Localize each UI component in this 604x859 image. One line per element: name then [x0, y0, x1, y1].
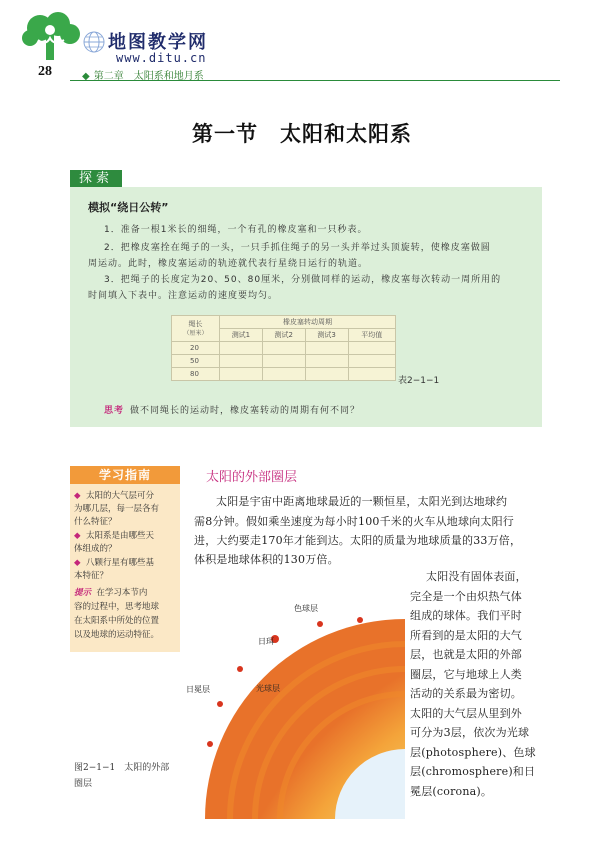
guide-text: 太阳的大气层可分 — [85, 491, 154, 501]
guide-text: 太阳系是由哪些天 — [85, 531, 154, 541]
table-cell[interactable] — [305, 342, 348, 355]
table-cell[interactable] — [348, 355, 395, 368]
chromosphere-label: 色球层 — [294, 604, 318, 613]
paragraph-line: 组成的球体。我们平时 — [410, 609, 522, 622]
table-cell[interactable] — [305, 355, 348, 368]
site-url: www.ditu.cn — [116, 51, 207, 65]
paragraph-line: 圈层，它与地球上人类 — [410, 668, 522, 681]
explore-line: 时间填入下表中。注意运动的速度要均匀。 — [88, 291, 279, 301]
paragraph-line: 完全是一个由炽热气体 — [410, 590, 522, 603]
table-subheader: 测试1 — [220, 329, 263, 342]
table-cell[interactable] — [348, 342, 395, 355]
hint-line: 在太阳系中所处的位置 — [74, 616, 160, 626]
page-title: 第一节 太阳和太阳系 — [192, 121, 412, 146]
length-label: 绳长 — [188, 319, 203, 328]
hint-line — [74, 586, 147, 598]
paragraph-line: 需8分钟。假如乘坐速度为每小时100千米的火车从地球向太阳行 — [194, 515, 514, 528]
table-cell-length: 80 — [172, 368, 220, 381]
diamond-icon: ◆ — [82, 71, 90, 82]
think-question — [104, 403, 360, 416]
diamond-icon: ◆ — [74, 558, 81, 568]
chapter-text: 第二章 太阳系和地月系 — [93, 71, 204, 82]
paragraph-line: 可分为3层，依次为光球 — [410, 726, 530, 739]
table-row — [172, 368, 396, 381]
globe-icon — [82, 30, 106, 54]
guide-line: 体组成的？ — [74, 544, 117, 554]
page-number: 28 — [38, 64, 52, 79]
hint-text: 在学习本节内 — [96, 588, 148, 598]
period-table — [171, 315, 396, 381]
figure-caption: 圈层 — [74, 779, 93, 789]
paragraph-line: 所看到的是太阳的大气 — [410, 629, 522, 642]
chapter-label — [82, 67, 204, 82]
think-label: 思考 — [104, 406, 125, 416]
paragraph-line: 活动的关系最为密切。 — [410, 687, 522, 700]
guide-line — [74, 529, 154, 541]
sun-layers-illustration — [180, 594, 405, 819]
table-cell[interactable] — [348, 368, 395, 381]
hint-line: 容的过程中，思考地球 — [74, 602, 160, 612]
table-cell[interactable] — [220, 368, 263, 381]
table-label: 表2−1−1 — [398, 376, 440, 386]
section-heading: 太阳的外部圈层 — [206, 470, 298, 485]
guide-line: 什么特征？ — [74, 517, 117, 527]
explore-line: 1．准备一根1米长的细绳，一个有孔的橡皮塞和一只秒表。 — [104, 225, 368, 235]
hint-line: 以及地球的运动特征。 — [74, 630, 160, 640]
table-header-group: 橡皮塞转动周期 — [220, 316, 396, 329]
table-subheader: 测试3 — [305, 329, 348, 342]
guide-line — [74, 489, 154, 501]
table-row — [172, 355, 396, 368]
table-cell[interactable] — [305, 368, 348, 381]
explore-heading: 模拟“绕日公转” — [88, 201, 169, 214]
explore-line: 周运动。此时，橡皮塞运动的轨迹就代表行星绕日运行的轨道。 — [88, 259, 369, 269]
photosphere-label: 光球层 — [256, 684, 280, 693]
figure-caption: 图2−1−1 太阳的外部 — [74, 763, 170, 773]
corona-label: 日冕层 — [186, 685, 210, 694]
paragraph-line: 太阳没有固体表面， — [426, 570, 527, 583]
paragraph-line: 层，也就是太阳的外部 — [410, 648, 522, 661]
table-cell[interactable] — [220, 342, 263, 355]
table-header-length — [172, 316, 220, 342]
guide-line: 为哪几层，每一层各有 — [74, 504, 160, 514]
guide-line — [74, 556, 154, 568]
hint-label: 提示 — [74, 588, 92, 598]
guide-heading: 学习指南 — [70, 466, 180, 484]
tree-logo-icon — [22, 12, 82, 64]
paragraph-line: 进，大约要走170年才能到达。太阳的质量为地球质量的33万倍， — [194, 534, 522, 547]
table-cell[interactable] — [262, 368, 305, 381]
think-text: 做不同绳长的运动时，橡皮塞转动的周期有何不同？ — [130, 406, 361, 416]
table-subheader: 平均值 — [348, 329, 395, 342]
paragraph-line: 太阳的大气层从里到外 — [410, 707, 522, 720]
table-cell[interactable] — [262, 342, 305, 355]
site-name: 地图教学网 — [108, 32, 208, 53]
table-cell[interactable] — [262, 355, 305, 368]
diamond-icon: ◆ — [74, 531, 81, 541]
paragraph-line: 太阳是宇宙中距离地球最近的一颗恒星，太阳光到达地球约 — [216, 495, 508, 508]
explore-line: 2．把橡皮塞拴在绳子的一头，一只手抓住绳子的另一头并举过头顶旋转，使橡皮塞做圆 — [104, 243, 491, 253]
table-row — [172, 342, 396, 355]
explore-line: 3．把绳子的长度定为20、50、80厘米，分别做同样的运动，橡皮塞每次转动一周所用的 — [104, 275, 502, 285]
prominence-label: 日珥 — [258, 637, 274, 646]
guide-text: 八颗行星有哪些基 — [85, 558, 154, 568]
guide-line: 本特征？ — [74, 571, 109, 581]
table-subheader: 测试2 — [262, 329, 305, 342]
paragraph-line: 层(photosphere)、色球 — [410, 746, 536, 759]
paragraph-line: 冕层(corona)。 — [410, 785, 493, 798]
table-cell-length: 20 — [172, 342, 220, 355]
explore-tab: 探索 — [70, 170, 122, 188]
paragraph-line: 体积是地球体积的130万倍。 — [194, 553, 339, 566]
table-cell-length: 50 — [172, 355, 220, 368]
length-unit: （厘米） — [183, 329, 208, 337]
paragraph-line: 层(chromosphere)和日 — [410, 765, 536, 778]
table-cell[interactable] — [220, 355, 263, 368]
diamond-icon: ◆ — [74, 491, 81, 501]
